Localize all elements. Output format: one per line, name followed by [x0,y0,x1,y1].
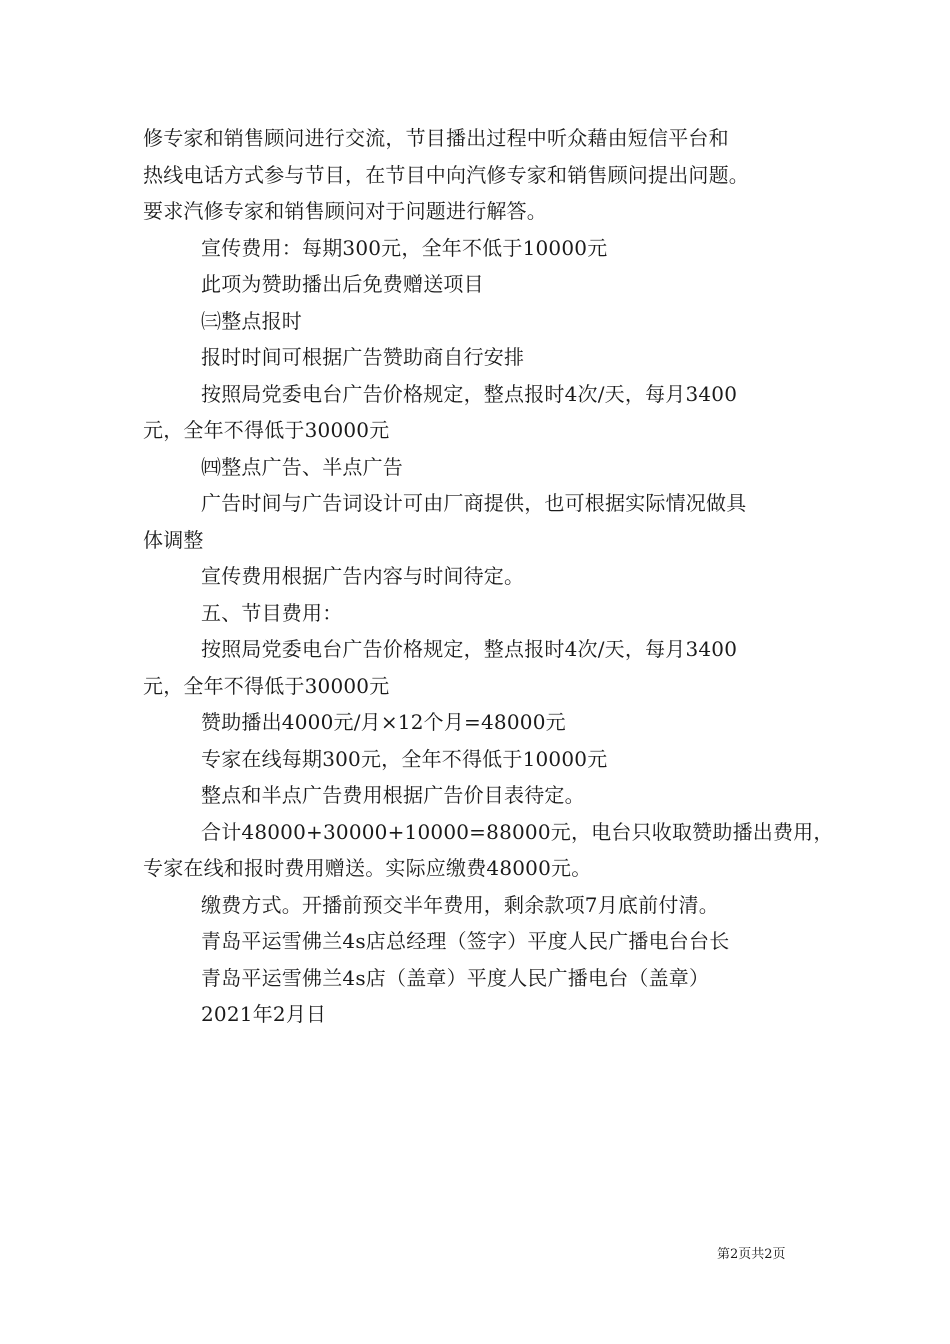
seal-line: 青岛平运雪佛兰4s店（盖章）平度人民广播电台（盖章） [201,965,710,990]
body-line: 元，全年不得低于30000元 [143,418,390,442]
section-heading: ㈢整点报时 [201,308,302,333]
body-line: 元，全年不得低于30000元 [143,673,390,698]
body-line: 整点和半点广告费用根据广告价目表待定。 [201,783,585,807]
body-line: 体调整 [143,527,204,552]
page-number: 第2页共2页 [717,1247,786,1262]
body-line: 此项为赞助播出后免费赠送项目 [201,272,484,296]
date-line: 2021年2月日 [201,1002,327,1026]
body-line: 要求汽修专家和销售顾问对于问题进行解答。 [143,199,547,223]
body-line: 按照局党委电台广告价格规定，整点报时4次/天，每月3400 [201,637,738,661]
signature-line: 青岛平运雪佛兰4s店总经理（签字）平度人民广播电台台长 [201,929,730,953]
body-line: 专家在线每期300元，全年不得低于10000元 [201,746,608,771]
body-line: 宣传费用：每期300元，全年不低于10000元 [201,235,608,260]
body-line: 合计48000+30000+10000=88000元，电台只收取赞助播出费用， [201,819,834,844]
body-line: 专家在线和报时费用赠送。实际应缴费48000元。 [143,856,592,880]
body-line: 宣传费用根据广告内容与时间待定。 [201,564,525,588]
section-heading: ㈣整点广告、半点广告 [201,454,403,479]
body-line: 缴费方式。开播前预交半年费用，剩余款项7月底前付清。 [201,892,719,917]
body-line: 赞助播出4000元/月×12个月=48000元 [201,710,566,734]
body-line: 修专家和销售顾问进行交流，节目播出过程中听众藉由短信平台和 [143,126,729,150]
body-line: 广告时间与广告词设计可由厂商提供，也可根据实际情况做具 [201,491,747,515]
body-line: 按照局党委电台广告价格规定，整点报时4次/天，每月3400 [201,381,738,406]
section-heading: 五、节目费用： [201,600,343,625]
body-line: 报时时间可根据广告赞助商自行安排 [201,345,525,369]
document-body [143,120,834,1033]
body-line: 热线电话方式参与节目，在节目中向汽修专家和销售顾问提出问题。 [143,162,749,187]
